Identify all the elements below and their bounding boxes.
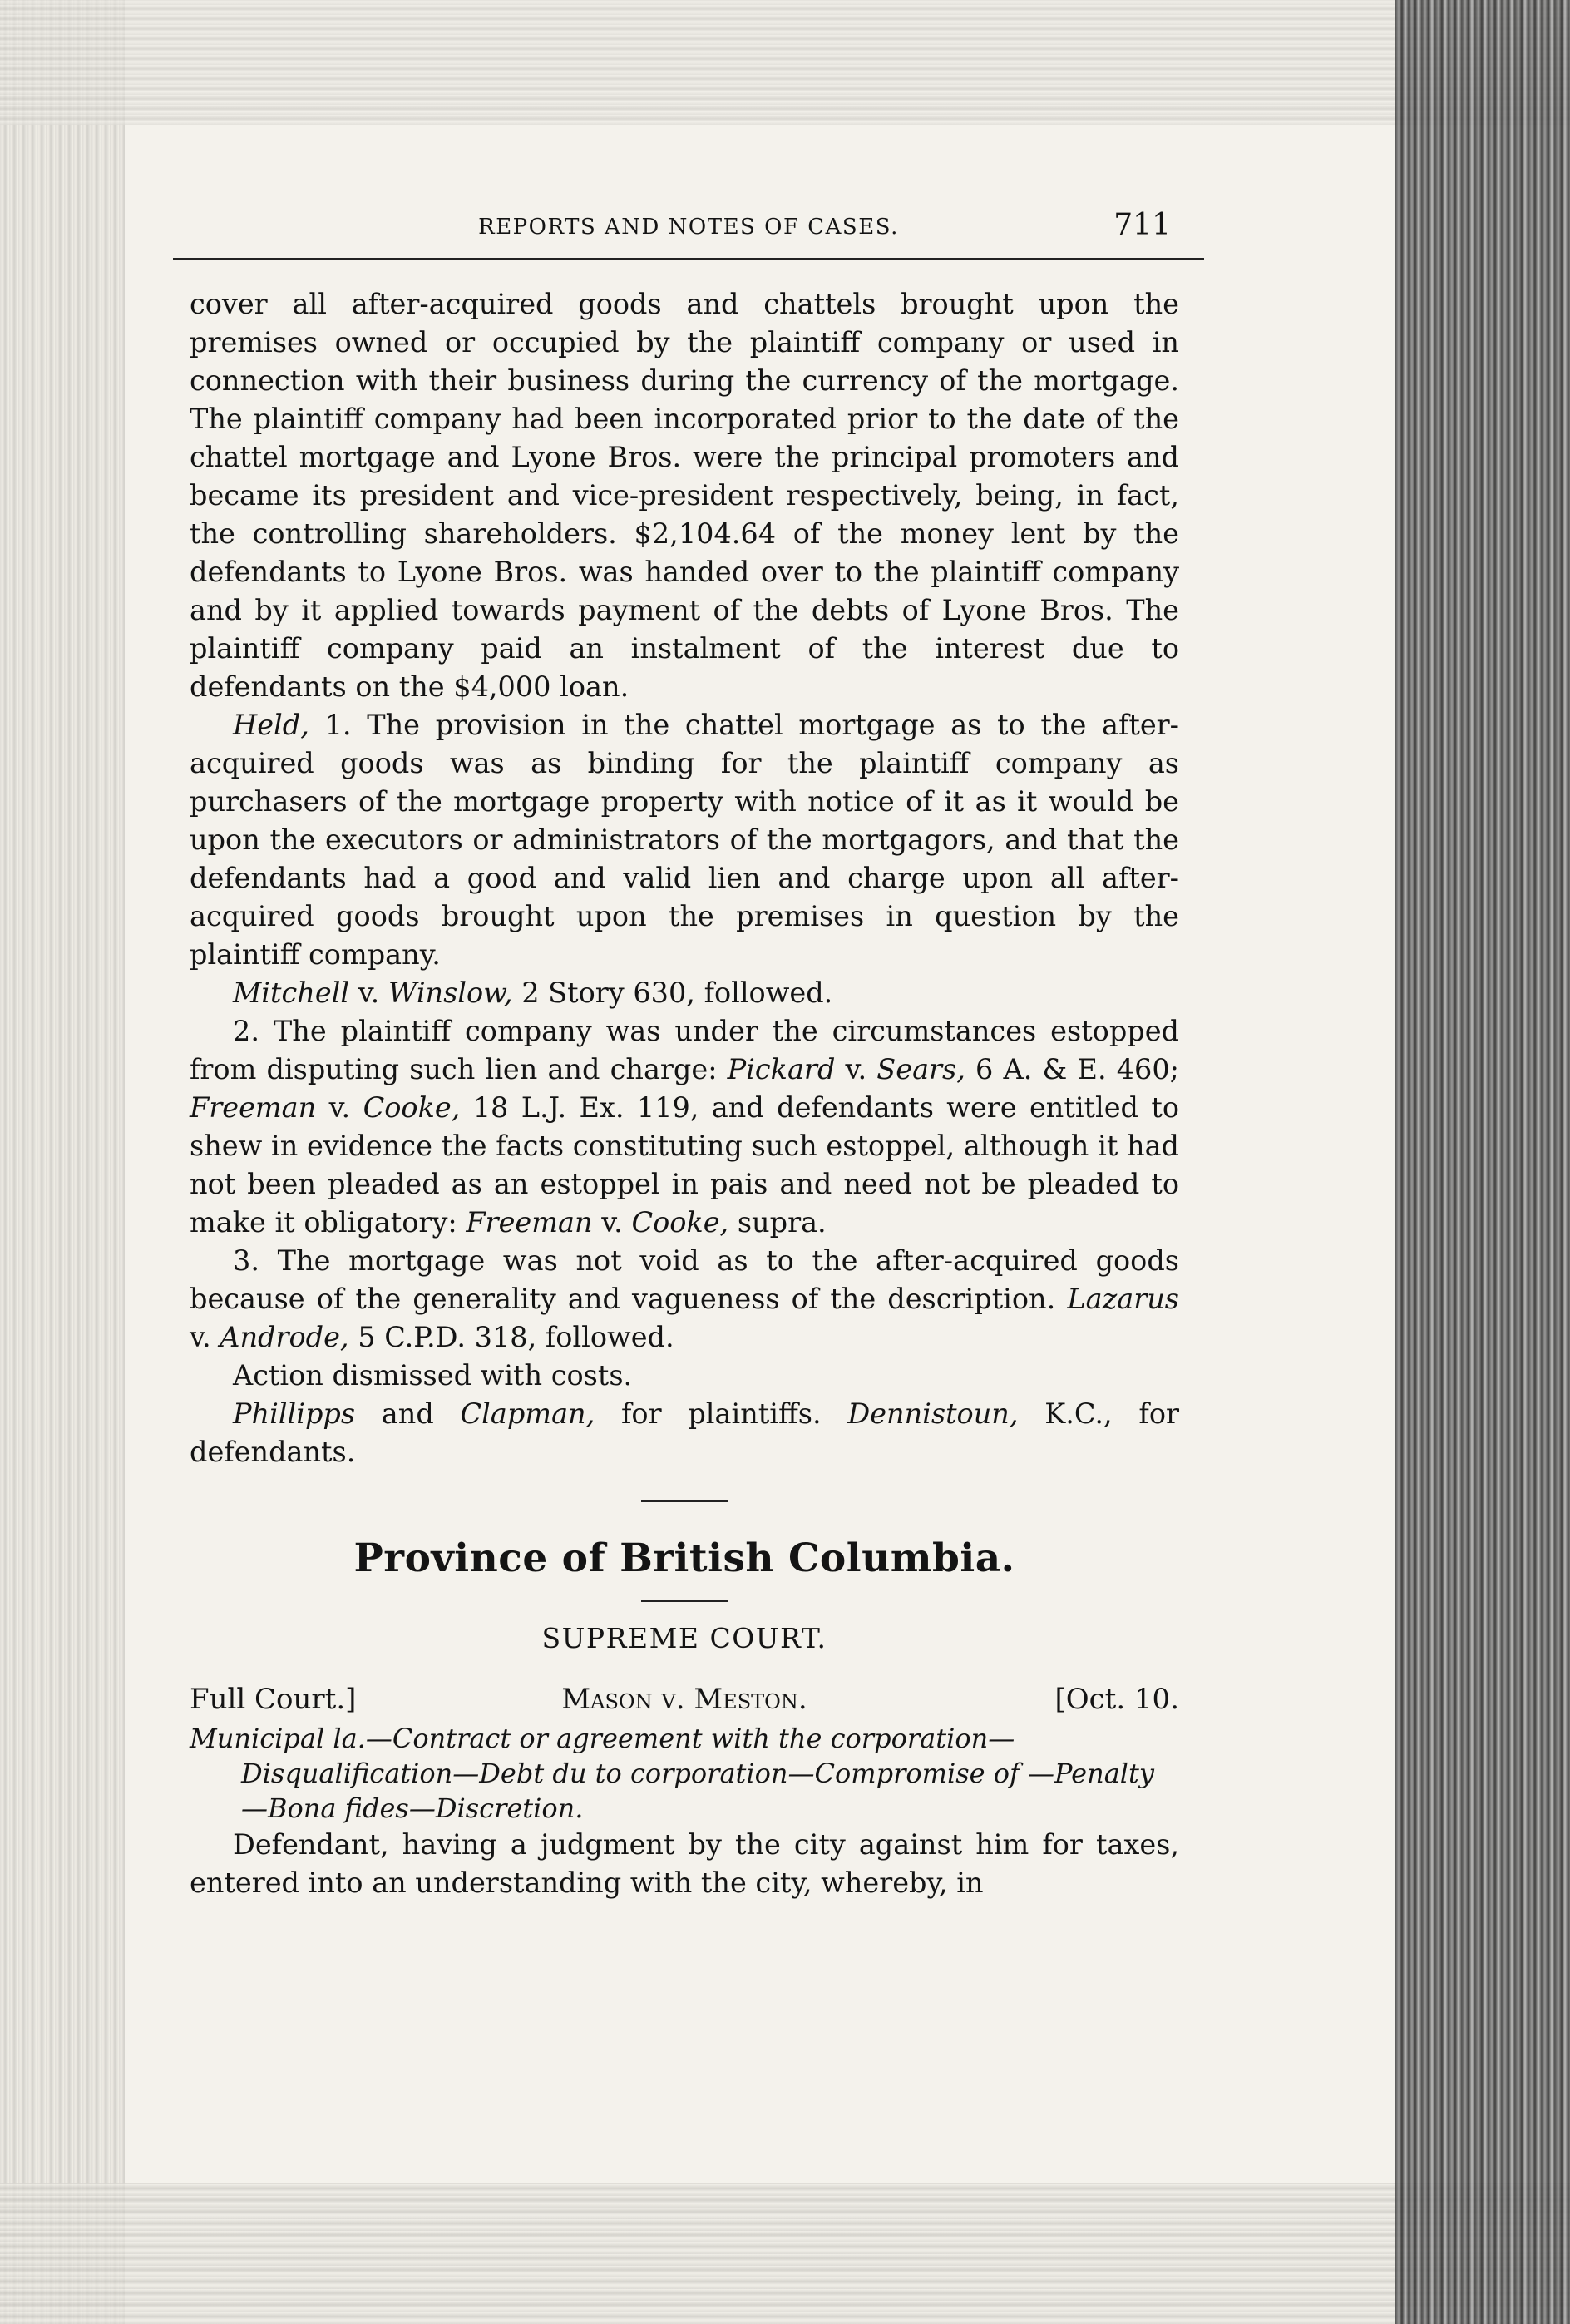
scan-shadow-bottom xyxy=(0,2183,1570,2324)
paragraph-facts: cover all after-acquired goods and chattels brought upon the premises owned or occupied by the plaintiff company or used in connection with their business during the currency of the mortgage. The plaintiff company had been incorporated prior to the date of the chattel mortgage and Lyone Bros. were the principal promoters and became its president and vice-president respectively, being, in fact, the controlling shareholders. $2,104.64 of the money lent by the defendants to Lyone Bros. was handed over to the plaintiff company and by it applied towards payment of the debts of Lyone Bros. The plaintiff company paid an instalment of the interest due to defendants on the $4,000 loan. xyxy=(190,288,1179,703)
versus: v. xyxy=(316,1091,363,1124)
paragraph-defendant: Defendant, having a judgment by the city against him for taxes, entered into an understanding with the city, whereby, in xyxy=(190,1828,1179,1899)
held-2-text: 18 L.J. Ex. 119, and defendants were entitled to shew in evidence the facts constituting such estoppel, although it had not been pleaded as an estoppel in pais and need not be pleaded to make it obligatory: xyxy=(190,1091,1180,1239)
held-3-text: 3. The mortgage was not void as to the after-acquired goods because of the generality and vagueness of the description. xyxy=(190,1244,1179,1315)
case-report-body xyxy=(190,285,1179,1471)
counsel-role: for plaintiffs. xyxy=(595,1397,848,1430)
paragraph-mitchell xyxy=(190,974,1179,1012)
paragraph-held-3 xyxy=(190,1242,1179,1357)
paragraph-held-2 xyxy=(190,1012,1179,1242)
case-report-start xyxy=(190,1826,1179,1902)
held-label: Held, xyxy=(233,709,309,741)
citation: 2 Story 630, followed. xyxy=(512,977,833,1009)
case-name: Pickard xyxy=(727,1053,836,1085)
citation: 6 A. & E. 460; xyxy=(965,1053,1179,1085)
held-2-text: 2. The plaintiff company was under the circumstances estopped from disputing such lien and charge: xyxy=(190,1015,1179,1085)
province-heading: Province of British Columbia. xyxy=(353,1535,1015,1581)
paragraph-dismissed: Action dismissed with costs. xyxy=(233,1359,633,1392)
counsel-name: Dennistoun, xyxy=(847,1397,1019,1430)
case-name: Mitchell xyxy=(233,977,350,1009)
case-date: [Oct. 10. xyxy=(1054,1683,1179,1716)
case-title: Mason v. Meston. xyxy=(561,1683,807,1716)
case-name: Winslow, xyxy=(388,977,513,1009)
citation: 5 C.P.D. 318, followed. xyxy=(348,1321,674,1353)
page-number: 711 xyxy=(1113,208,1171,242)
paragraph-counsel xyxy=(190,1395,1179,1471)
case-name: Freeman xyxy=(466,1206,593,1239)
citation: supra. xyxy=(728,1206,827,1239)
counsel-role: K.C., for defendants. xyxy=(190,1397,1179,1468)
counsel-name: Phillipps xyxy=(233,1397,356,1430)
versus: v. xyxy=(835,1053,877,1085)
scan-shadow-top xyxy=(0,0,1570,125)
conjunction: and xyxy=(355,1397,461,1430)
section-divider xyxy=(641,1500,728,1502)
case-name: Cooke, xyxy=(363,1091,461,1124)
case-line xyxy=(190,1683,1179,1721)
running-title: REPORTS AND NOTES OF CASES. xyxy=(478,215,899,240)
book-page xyxy=(190,208,1179,1902)
case-name: Sears, xyxy=(876,1053,965,1085)
held-1-text: 1. The provision in the chattel mortgage as to the after-acquired goods was as binding for the plaintiff company as purchasers of the mortgage property with notice of it as it would be upon the executors or administrators of the mortgagors, and that the defendants had a good and valid lien and charge upon all after-acquired goods brought upon the premises in question by the plaintiff company. xyxy=(190,709,1179,971)
versus: v. xyxy=(349,977,388,1009)
scan-binding-right xyxy=(1395,0,1570,2324)
case-name: Lazarus xyxy=(1067,1283,1179,1315)
versus: v. xyxy=(592,1206,632,1239)
case-name: Freeman xyxy=(190,1091,317,1124)
case-name: Cooke, xyxy=(631,1206,729,1239)
catchwords: Municipal la.—Contract or agreement with the corporation—Disqualification—Debt du to corporation—Compromise of —Penalty—Bona fides—Discretion. xyxy=(190,1723,1154,1824)
paragraph-held-1 xyxy=(190,706,1179,974)
heading-divider xyxy=(641,1600,728,1602)
versus: v. xyxy=(190,1321,220,1353)
court-division: Full Court.] xyxy=(190,1683,357,1716)
running-head xyxy=(173,208,1204,260)
case-name: Androde, xyxy=(220,1321,349,1353)
court-name: SUPREME COURT. xyxy=(541,1622,827,1654)
scan-shadow-left xyxy=(0,0,125,2324)
counsel-name: Clapman, xyxy=(460,1397,595,1430)
